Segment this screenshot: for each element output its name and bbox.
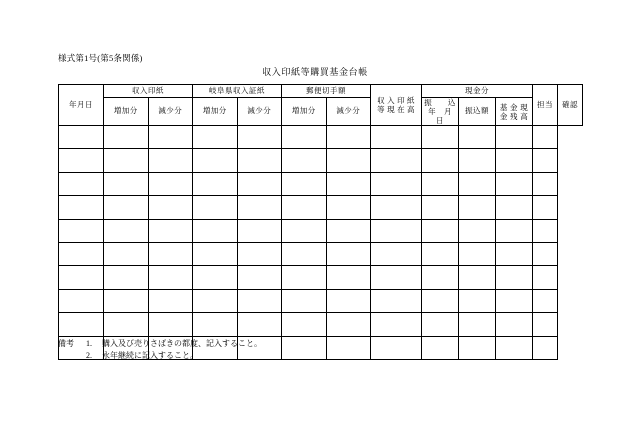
table-cell[interactable] bbox=[533, 172, 558, 195]
table-cell[interactable] bbox=[282, 149, 327, 172]
column-header-revenue-increase: 増加分 bbox=[104, 98, 149, 126]
table-cell[interactable] bbox=[533, 196, 558, 219]
table-cell[interactable] bbox=[422, 289, 459, 312]
table-cell[interactable] bbox=[237, 242, 282, 265]
table-cell[interactable] bbox=[104, 313, 149, 336]
cash-balance-line-2: 金 残 高 bbox=[499, 111, 529, 121]
table-cell[interactable] bbox=[371, 336, 422, 359]
table-row bbox=[59, 313, 583, 336]
table-row bbox=[59, 149, 583, 172]
table-cell[interactable] bbox=[148, 126, 193, 149]
column-header-gifu-decrease: 減少分 bbox=[237, 98, 282, 126]
table-cell[interactable] bbox=[326, 336, 371, 359]
table-cell[interactable] bbox=[459, 126, 496, 149]
table-cell[interactable] bbox=[326, 126, 371, 149]
table-cell[interactable] bbox=[59, 149, 104, 172]
table-cell[interactable] bbox=[237, 313, 282, 336]
table-cell[interactable] bbox=[459, 219, 496, 242]
table-cell[interactable] bbox=[326, 196, 371, 219]
table-cell[interactable] bbox=[148, 149, 193, 172]
table-cell[interactable] bbox=[59, 242, 104, 265]
table-cell[interactable] bbox=[282, 196, 327, 219]
remarks-label: 備考 bbox=[58, 339, 74, 348]
table-cell[interactable] bbox=[59, 266, 104, 289]
table-cell[interactable] bbox=[104, 149, 149, 172]
table-cell[interactable] bbox=[59, 172, 104, 195]
table-cell[interactable] bbox=[533, 289, 558, 312]
transfer-date-line-1: 振 込 bbox=[424, 98, 456, 107]
table-cell[interactable] bbox=[459, 289, 496, 312]
table-cell[interactable] bbox=[193, 242, 238, 265]
table-cell[interactable] bbox=[237, 196, 282, 219]
table-cell[interactable] bbox=[104, 126, 149, 149]
table-cell[interactable] bbox=[237, 266, 282, 289]
table-cell[interactable] bbox=[193, 219, 238, 242]
table-cell[interactable] bbox=[104, 289, 149, 312]
table-body bbox=[59, 126, 583, 360]
table-cell[interactable] bbox=[533, 336, 558, 359]
table-row bbox=[59, 242, 583, 265]
table-cell[interactable] bbox=[282, 219, 327, 242]
table-cell[interactable] bbox=[422, 172, 459, 195]
table-row bbox=[59, 289, 583, 312]
table-cell[interactable] bbox=[496, 126, 533, 149]
table-cell[interactable] bbox=[104, 242, 149, 265]
table-cell[interactable] bbox=[371, 126, 422, 149]
table-cell[interactable] bbox=[422, 219, 459, 242]
column-header-postage-decrease: 減少分 bbox=[326, 98, 371, 126]
table-cell[interactable] bbox=[282, 313, 327, 336]
table-cell[interactable] bbox=[459, 242, 496, 265]
column-header-cash-group: 現金分 bbox=[422, 85, 533, 98]
table-cell[interactable] bbox=[371, 196, 422, 219]
table-cell[interactable] bbox=[459, 313, 496, 336]
table-cell[interactable] bbox=[148, 242, 193, 265]
column-header-cash-balance bbox=[496, 98, 533, 126]
table-cell[interactable] bbox=[237, 289, 282, 312]
ledger-table bbox=[58, 84, 583, 360]
table-cell[interactable] bbox=[459, 336, 496, 359]
table-cell[interactable] bbox=[237, 149, 282, 172]
table-cell[interactable] bbox=[104, 172, 149, 195]
table-row bbox=[59, 219, 583, 242]
table-cell[interactable] bbox=[496, 313, 533, 336]
table-cell[interactable] bbox=[371, 149, 422, 172]
table-cell[interactable] bbox=[459, 196, 496, 219]
table-cell[interactable] bbox=[148, 219, 193, 242]
table-cell[interactable] bbox=[282, 266, 327, 289]
table-cell[interactable] bbox=[422, 196, 459, 219]
table-cell[interactable] bbox=[326, 242, 371, 265]
table-cell[interactable] bbox=[59, 219, 104, 242]
table-cell[interactable] bbox=[371, 289, 422, 312]
table-cell[interactable] bbox=[59, 126, 104, 149]
table-cell[interactable] bbox=[533, 149, 558, 172]
table-cell[interactable] bbox=[533, 219, 558, 242]
column-header-date: 年月日 bbox=[59, 85, 104, 126]
table-cell[interactable] bbox=[282, 336, 327, 359]
table-cell[interactable] bbox=[533, 266, 558, 289]
table-cell[interactable] bbox=[148, 196, 193, 219]
table-cell[interactable] bbox=[533, 242, 558, 265]
table-cell[interactable] bbox=[104, 196, 149, 219]
table-cell[interactable] bbox=[533, 126, 558, 149]
table-cell[interactable] bbox=[422, 242, 459, 265]
table-cell[interactable] bbox=[422, 266, 459, 289]
table-cell[interactable] bbox=[282, 242, 327, 265]
table-cell[interactable] bbox=[459, 266, 496, 289]
table-cell[interactable] bbox=[59, 313, 104, 336]
column-header-revenue-stamp: 収入印紙 bbox=[104, 85, 193, 98]
table-cell[interactable] bbox=[371, 172, 422, 195]
table-cell[interactable] bbox=[326, 219, 371, 242]
table-cell[interactable] bbox=[148, 289, 193, 312]
remark-number-2: 2. bbox=[86, 351, 92, 361]
table-cell[interactable] bbox=[282, 126, 327, 149]
column-header-person-in-charge: 担当 bbox=[533, 85, 558, 126]
table-cell[interactable] bbox=[496, 266, 533, 289]
table-cell[interactable] bbox=[104, 219, 149, 242]
table-cell[interactable] bbox=[496, 172, 533, 195]
table-cell[interactable] bbox=[496, 336, 533, 359]
table-cell[interactable] bbox=[282, 172, 327, 195]
form-number: 様式第1号(第5条関係) bbox=[58, 53, 143, 63]
table-cell[interactable] bbox=[422, 313, 459, 336]
stamp-balance-line-2: 等 現 在 高 bbox=[377, 105, 415, 114]
table-cell[interactable] bbox=[326, 289, 371, 312]
table-cell[interactable] bbox=[496, 242, 533, 265]
column-header-transfer-amount: 振込額 bbox=[459, 98, 496, 126]
table-cell[interactable] bbox=[371, 242, 422, 265]
column-header-stamp-balance bbox=[371, 85, 422, 126]
table-cell[interactable] bbox=[237, 126, 282, 149]
table-cell[interactable] bbox=[496, 289, 533, 312]
table-cell[interactable] bbox=[193, 289, 238, 312]
remarks-block bbox=[58, 338, 262, 363]
table-cell[interactable] bbox=[282, 289, 327, 312]
table-cell[interactable] bbox=[422, 126, 459, 149]
column-header-gifu-increase: 増加分 bbox=[193, 98, 238, 126]
table-cell[interactable] bbox=[496, 219, 533, 242]
table-cell[interactable] bbox=[459, 149, 496, 172]
table-cell[interactable] bbox=[59, 196, 104, 219]
table-cell[interactable] bbox=[193, 172, 238, 195]
table-cell[interactable] bbox=[104, 266, 149, 289]
table-cell[interactable] bbox=[148, 266, 193, 289]
stamp-balance-line-1: 収 入 印 紙 bbox=[377, 96, 415, 105]
table-cell[interactable] bbox=[422, 336, 459, 359]
column-header-transfer-date bbox=[422, 98, 459, 126]
remark-row-2 bbox=[58, 350, 262, 362]
table-row bbox=[59, 172, 583, 195]
header-row-subs bbox=[59, 98, 583, 126]
table-cell[interactable] bbox=[459, 172, 496, 195]
column-header-gifu-cert-stamp: 岐阜県収入証紙 bbox=[193, 85, 282, 98]
table-cell[interactable] bbox=[193, 196, 238, 219]
table-row bbox=[59, 196, 583, 219]
document-title: 収入印紙等購買基金台帳 bbox=[262, 67, 368, 77]
transfer-date-line-2: 年 月 日 bbox=[428, 107, 460, 125]
remark-number-1: 1. bbox=[86, 339, 92, 348]
table-header bbox=[59, 85, 583, 126]
column-header-revenue-decrease: 減少分 bbox=[148, 98, 193, 126]
cash-balance-line-1: 基 金 現 bbox=[499, 102, 529, 112]
table-cell[interactable] bbox=[148, 172, 193, 195]
table-cell[interactable] bbox=[326, 172, 371, 195]
column-header-postage-stamp: 郵便切手額 bbox=[282, 85, 371, 98]
table-cell[interactable] bbox=[193, 266, 238, 289]
table-cell[interactable] bbox=[422, 149, 459, 172]
remark-text-1: 購入及び売りさばきの都度、記入すること。 bbox=[102, 339, 262, 348]
table-cell[interactable] bbox=[496, 196, 533, 219]
header-row-groups bbox=[59, 85, 583, 98]
table-cell[interactable] bbox=[371, 219, 422, 242]
table-cell[interactable] bbox=[533, 313, 558, 336]
remark-row-1 bbox=[58, 338, 262, 350]
table-cell[interactable] bbox=[326, 149, 371, 172]
table-cell[interactable] bbox=[326, 313, 371, 336]
table-row bbox=[59, 126, 583, 149]
table-cell[interactable] bbox=[193, 126, 238, 149]
table-cell[interactable] bbox=[193, 313, 238, 336]
table-cell[interactable] bbox=[148, 313, 193, 336]
column-header-confirmation: 確認 bbox=[558, 85, 583, 126]
table-cell[interactable] bbox=[237, 219, 282, 242]
table-cell[interactable] bbox=[59, 289, 104, 312]
table-cell[interactable] bbox=[193, 149, 238, 172]
table-row bbox=[59, 266, 583, 289]
column-header-postage-increase: 増加分 bbox=[282, 98, 327, 126]
table-cell[interactable] bbox=[371, 266, 422, 289]
table-cell[interactable] bbox=[326, 266, 371, 289]
table-cell[interactable] bbox=[371, 313, 422, 336]
remark-text-2: 永年継続に記入すること。 bbox=[102, 351, 198, 361]
table-cell[interactable] bbox=[496, 149, 533, 172]
table-cell[interactable] bbox=[237, 172, 282, 195]
